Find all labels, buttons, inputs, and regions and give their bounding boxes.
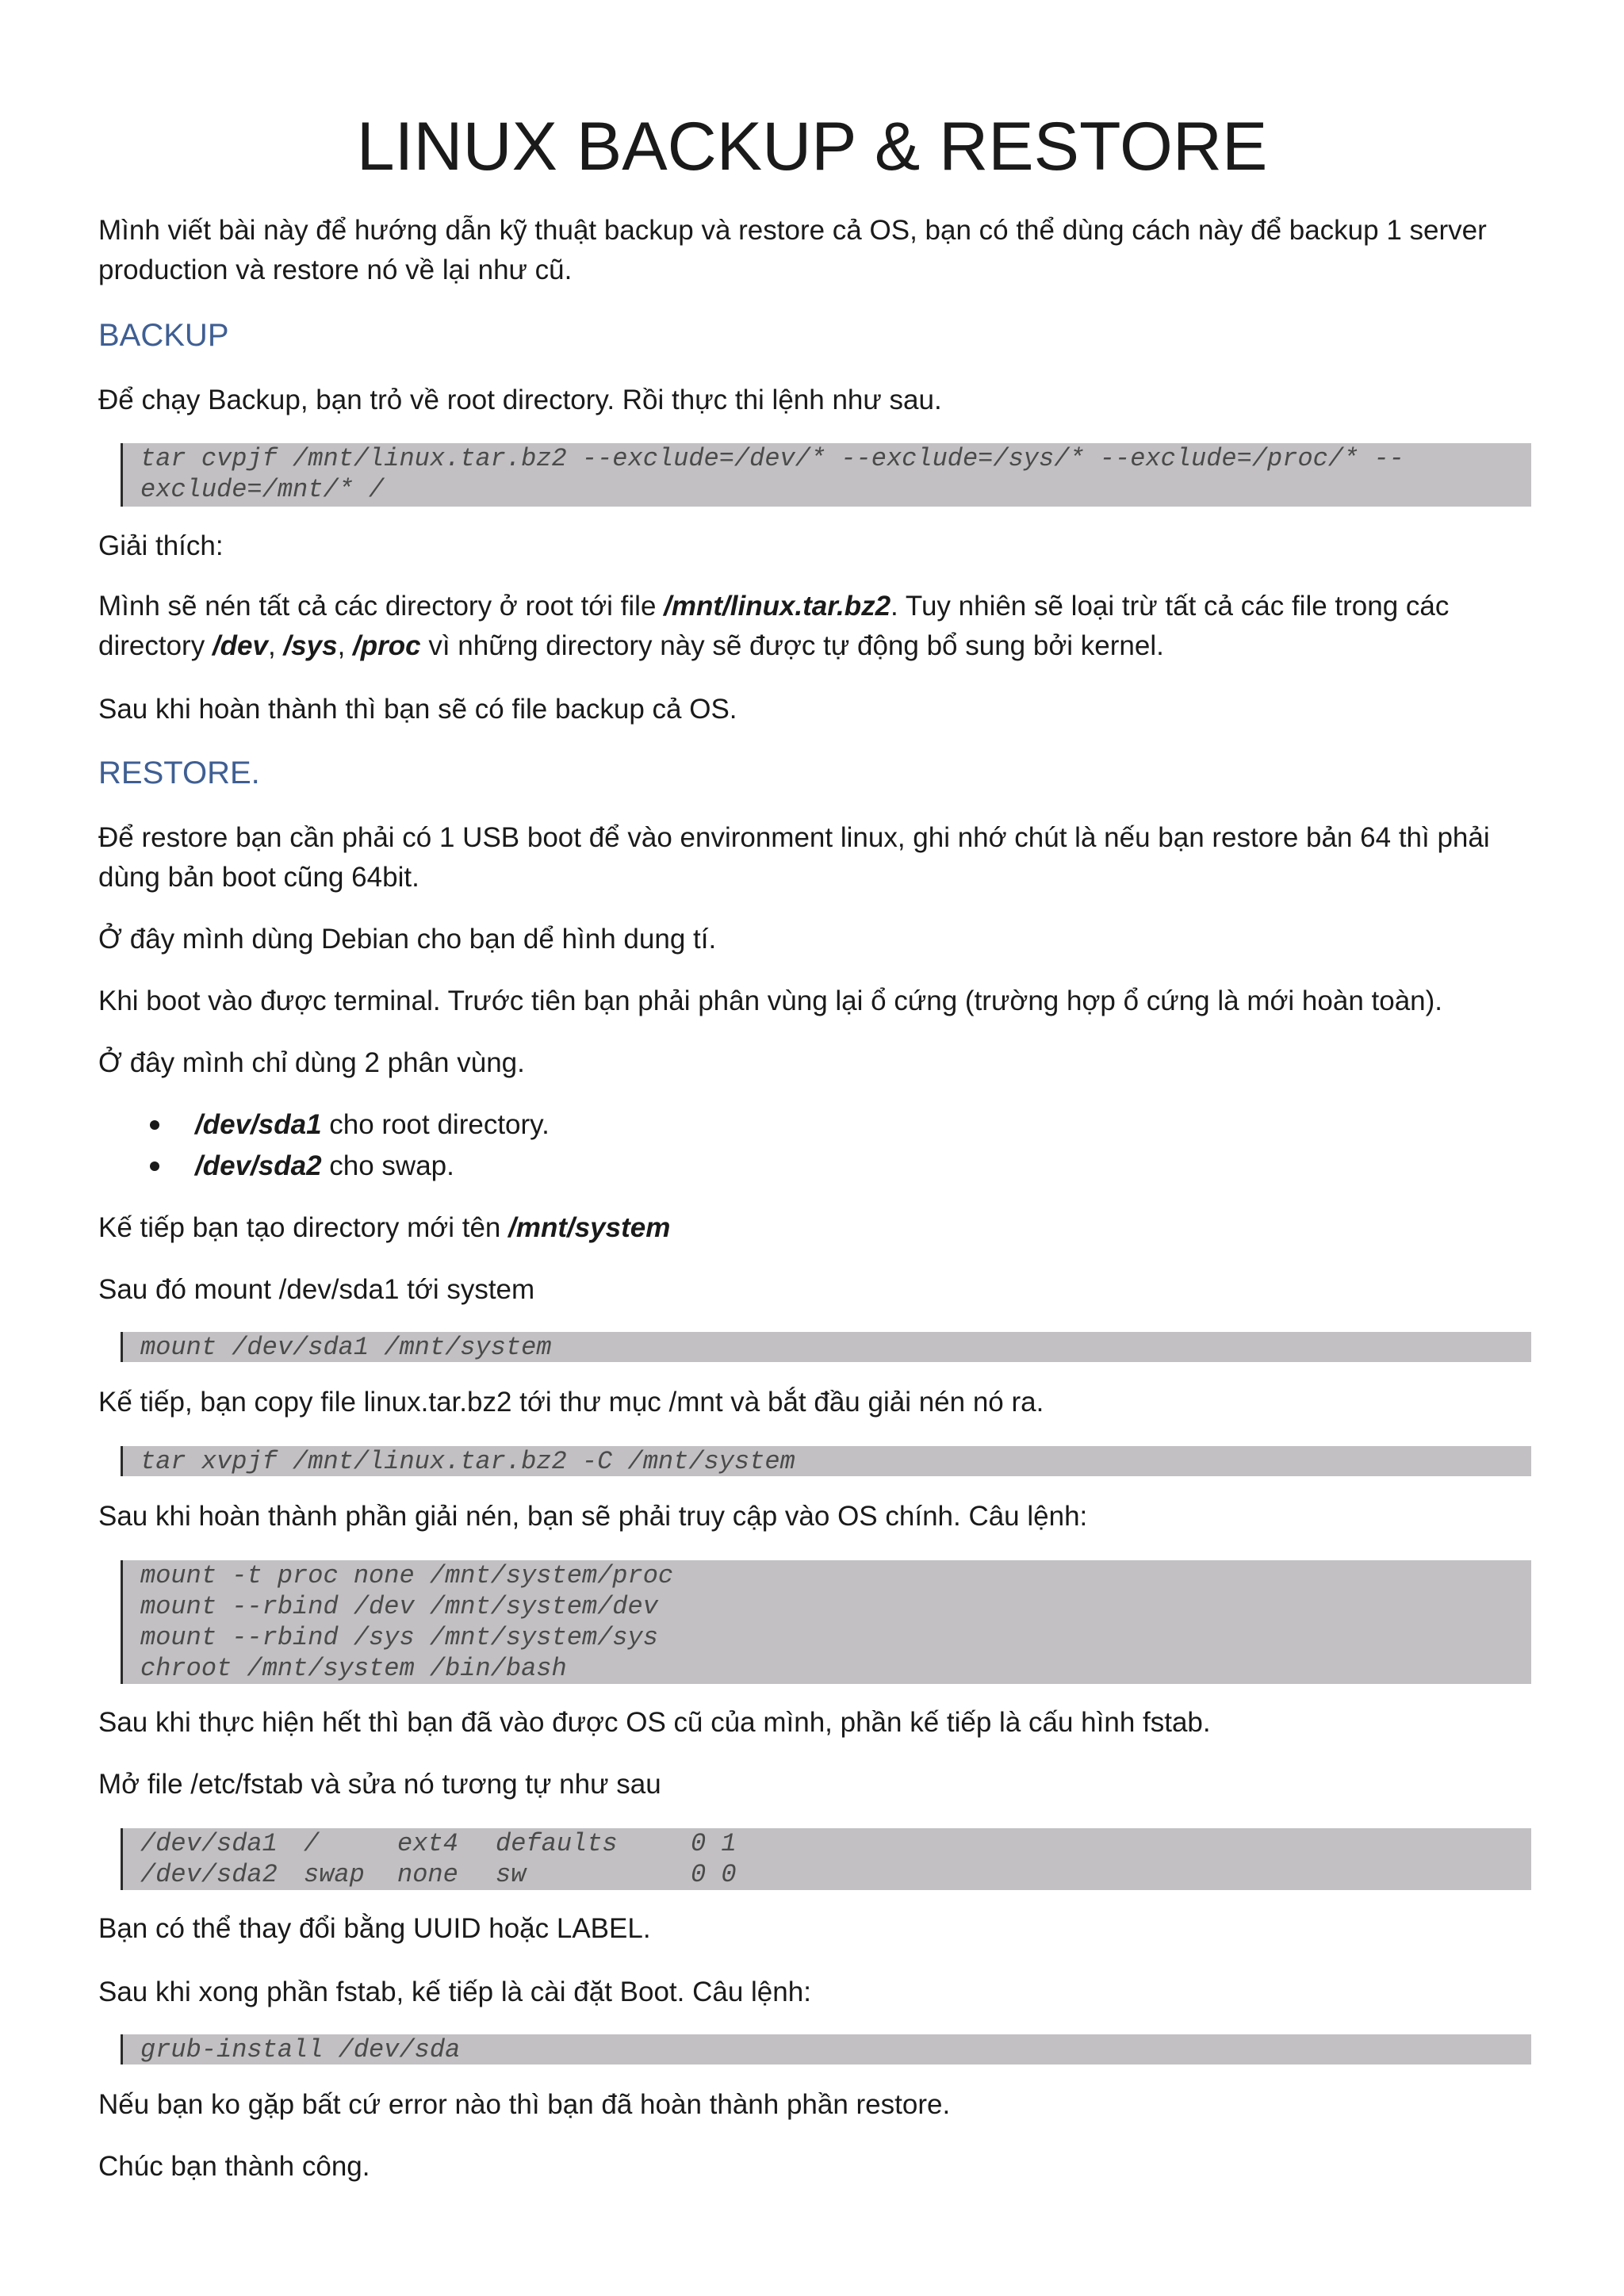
boot-text: Sau khi xong phần fstab, kế tiếp là cài đặt Boot. Câu lệnh: [98,1976,811,2007]
mount-text: Sau đó mount /dev/sda1 tới system [98,1274,535,1305]
usb-line-1: Để restore bạn cần phải có 1 USB boot để vào environment linux, ghi nhớ chút là nếu bạn restore bản 64 thì phải [98,822,1490,853]
intro-paragraph [98,211,1526,290]
bullet-2-text: cho swap. [321,1150,454,1181]
mkdir-text [98,1208,1526,1248]
explain-text-b: . Tuy nhiên sẽ loại trừ tất cả các file trong các [891,591,1450,622]
mkdir-dir: /mnt/system [508,1212,671,1243]
backup-command-block [121,443,1531,507]
debian-text: Ở đây mình dùng Debian cho bạn dể hình dung tí. [98,924,717,955]
explain-file: /mnt/linux.tar.bz2 [664,591,891,622]
mount-command: mount /dev/sda1 /mnt/system [140,1333,552,1362]
partition-text: Khi boot vào được terminal. Trước tiên bạn phải phân vùng lại ổ cứng (trường hợp ổ cứng là mới hoàn toàn). [98,985,1443,1016]
chroot-command-3: mount --rbind /sys /mnt/system/sys [140,1623,658,1652]
dir-sys: /sys [283,630,338,661]
mount-command-block [121,1332,1531,1362]
extract-command-block [121,1446,1531,1476]
intro-line-2: production và restore nó về lại như cũ. [98,254,573,285]
fstab-row-1-type: ext4 [397,1829,458,1858]
bullet-1-dev: /dev/sda1 [195,1109,322,1140]
chroot-command-2: mount --rbind /dev /mnt/system/dev [140,1592,658,1621]
fstab-row-2-type: none [397,1860,458,1889]
fstab-row-1-options: defaults [496,1829,618,1858]
extract-command: tar xvpjf /mnt/linux.tar.bz2 -C /mnt/system [140,1447,795,1476]
closing-text: Chúc bạn thành công. [98,2151,370,2182]
comma-1: , [267,630,284,661]
restore-heading: RESTORE. [98,756,260,790]
comma-2: , [337,630,354,661]
copy-text: Kế tiếp, bạn copy file linux.tar.bz2 tới thư mục /mnt và bắt đầu giải nén nó ra. [98,1387,1044,1418]
fstab-intro-text: Sau khi thực hiện hết thì bạn đã vào được OS cũ của mình, phần kế tiếp là cấu hình fstab. [98,1707,1211,1738]
finish-text: Nếu bạn ko gặp bất cứ error nào thì bạn đã hoàn thành phần restore. [98,2089,951,2120]
fstab-row-2-device: /dev/sda2 [140,1860,278,1889]
backup-heading: BACKUP [98,318,229,353]
fstab-block [121,1828,1531,1890]
uuid-text: Bạn có thể thay đổi bằng UUID hoặc LABEL. [98,1913,651,1944]
partition-list-item-2 [195,1146,1464,1186]
explain-text-a: Mình sẽ nén tất cả các directory ở root tới file [98,591,665,622]
backup-command-line-1: tar cvpjf /mnt/linux.tar.bz2 --exclude=/dev/* --exclude=/sys/* --exclude=/proc/* -- [140,444,1404,473]
explain-paragraph [98,587,1526,666]
grub-command: grub-install /dev/sda [140,2035,461,2064]
explain-text-c: directory [98,630,213,661]
fstab-row-2-dump-pass: 0 0 [691,1860,737,1889]
bullet-dot-2 [150,1161,159,1171]
usb-line-2: dùng bản boot cũng 64bit. [98,862,419,893]
fstab-row-1-device: /dev/sda1 [140,1829,278,1858]
explain-label: Giải thích: [98,530,224,561]
backup-step-text: Để chạy Backup, bạn trỏ về root directory. Rồi thực thi lệnh như sau. [98,385,942,415]
two-partitions-text: Ở đây mình chỉ dùng 2 phân vùng. [98,1047,525,1078]
partition-list-item-1 [195,1105,1464,1145]
fstab-row-1-dump-pass: 0 1 [691,1829,737,1858]
chroot-command-4: chroot /mnt/system /bin/bash [140,1654,567,1683]
mkdir-text-a: Kế tiếp bạn tạo directory mới tên [98,1212,509,1243]
fstab-edit-text: Mở file /etc/fstab và sửa nó tương tự như sau [98,1769,661,1800]
bullet-dot-1 [150,1120,159,1130]
access-text: Sau khi hoàn thành phần giải nén, bạn sẽ phải truy cập vào OS chính. Câu lệnh: [98,1501,1088,1532]
fstab-row-1 [140,1828,1531,1859]
fstab-row-2-mount: swap [304,1860,365,1889]
explain-line-2 [98,626,1526,666]
fstab-row-2-options: sw [496,1860,527,1889]
dir-dev: /dev [212,630,268,661]
bullet-1-text: cho root directory. [321,1109,550,1140]
grub-command-block [121,2034,1531,2064]
explain-text-d: vì những directory này sẽ được tự động bổ sung bởi kernel. [420,630,1164,661]
bullet-2-dev: /dev/sda2 [195,1150,322,1181]
explain-line-1 [98,587,1526,626]
dir-proc: /proc [353,630,421,661]
fstab-row-1-mount: / [304,1829,320,1858]
fstab-row-2 [140,1859,1531,1890]
backup-command-line-2: exclude=/mnt/* / [140,475,385,504]
intro-line-1: Mình viết bài này để hướng dẫn kỹ thuật backup và restore cả OS, bạn có thể dùng cách này để backup 1 server [98,215,1487,246]
page-title: LINUX BACKUP & RESTORE [356,109,1268,185]
backup-done-text: Sau khi hoàn thành thì bạn sẽ có file backup cả OS. [98,694,737,725]
chroot-command-1: mount -t proc none /mnt/system/proc [140,1561,674,1590]
chroot-command-block [121,1560,1531,1684]
usb-paragraph [98,818,1526,897]
